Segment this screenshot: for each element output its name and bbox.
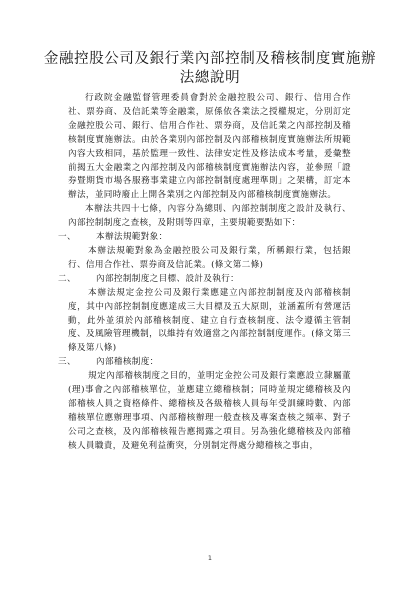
- section-heading: 本辦法規範對象：: [96, 232, 168, 243]
- intro-paragraph-1: 行政院金融監督管理委員會對於金融控股公司、銀行、信用合作社、票券商、及信託業等金融業，原係依各業法之授權規定，分別訂定金融控股公司、銀行、信用合作社、票券商，及信託業之內部控制及稽核制度實施辦法。由於各業別內部控制及內部稽核制度實施辦法所規範內容大致相同，基於監理一致性、法律安定性及修法成本考量，爰彙整前揭五大金融業之內部控制及內部稽核制度實施辦法內容，並參照「證券暨期貨市場各服務事業建立內部控制制度處理準則」之架構，訂定本辦法，並同時廢止上開各業別之內部控制及內部稽核制度實施辦法。: [68, 93, 351, 201]
- section-number: 二、: [58, 273, 76, 284]
- section-number: 三、: [58, 357, 76, 368]
- section-3-header: [58, 356, 351, 370]
- document-title: 金融控股公司及銀行業內部控制及稽核制度實施辦法總說明: [43, 51, 377, 86]
- section-2-text: 本辦法規定金控公司及銀行業應建立內部控制制度及內部稽核制度，其中內部控制制度應達成三大目標及五大原則，並涵蓋所有營運活動，此外並須於內部稽核制度、建立自行查核制度、法令遵循主管制度、及風險管理機制，以維持有效適當之內部控制制度運作。(條文第三條及第八條): [68, 287, 351, 354]
- section-heading: 內部稽核制度：: [96, 357, 159, 368]
- intro-paragraph-2: 本辦法共四十七條，內容分為總則、內部控制制度之設計及執行、內部控制制度之查核，及附則等四章，主要規範要點如下：: [68, 204, 351, 229]
- document-body: [58, 92, 351, 454]
- section-1-text: 本辦法規範對象為金融控股公司及銀行業，所稱銀行業，包括銀行、信用合作社、票券商及信託業。(條文第二條): [68, 245, 351, 270]
- page-number: 1: [207, 554, 213, 562]
- section-3-text: 規定內部稽核制度之目的，並明定金控公司及銀行業應設立隸屬董(理)事會之內部稽核單位，並應建立總稽核制；同時並規定總稽核及內部稽核人員之資格條件、總稽核及各級稽核人員每年受訓練時數、內部稽核單位應辦理事項、內部稽核辦理一般查核及專案查核之頻率、對子公司之查核，及內部稽核報告應揭露之項目。另為強化總稽核及內部稽核人員職責，及避免利益衝突，分別制定得處分總稽核之事由，: [68, 371, 351, 451]
- section-1-header: [58, 231, 351, 245]
- section-number: 一、: [58, 232, 76, 243]
- section-heading: 內部控制制度之目標、設計及執行：: [96, 273, 240, 284]
- section-2-header: [58, 273, 351, 287]
